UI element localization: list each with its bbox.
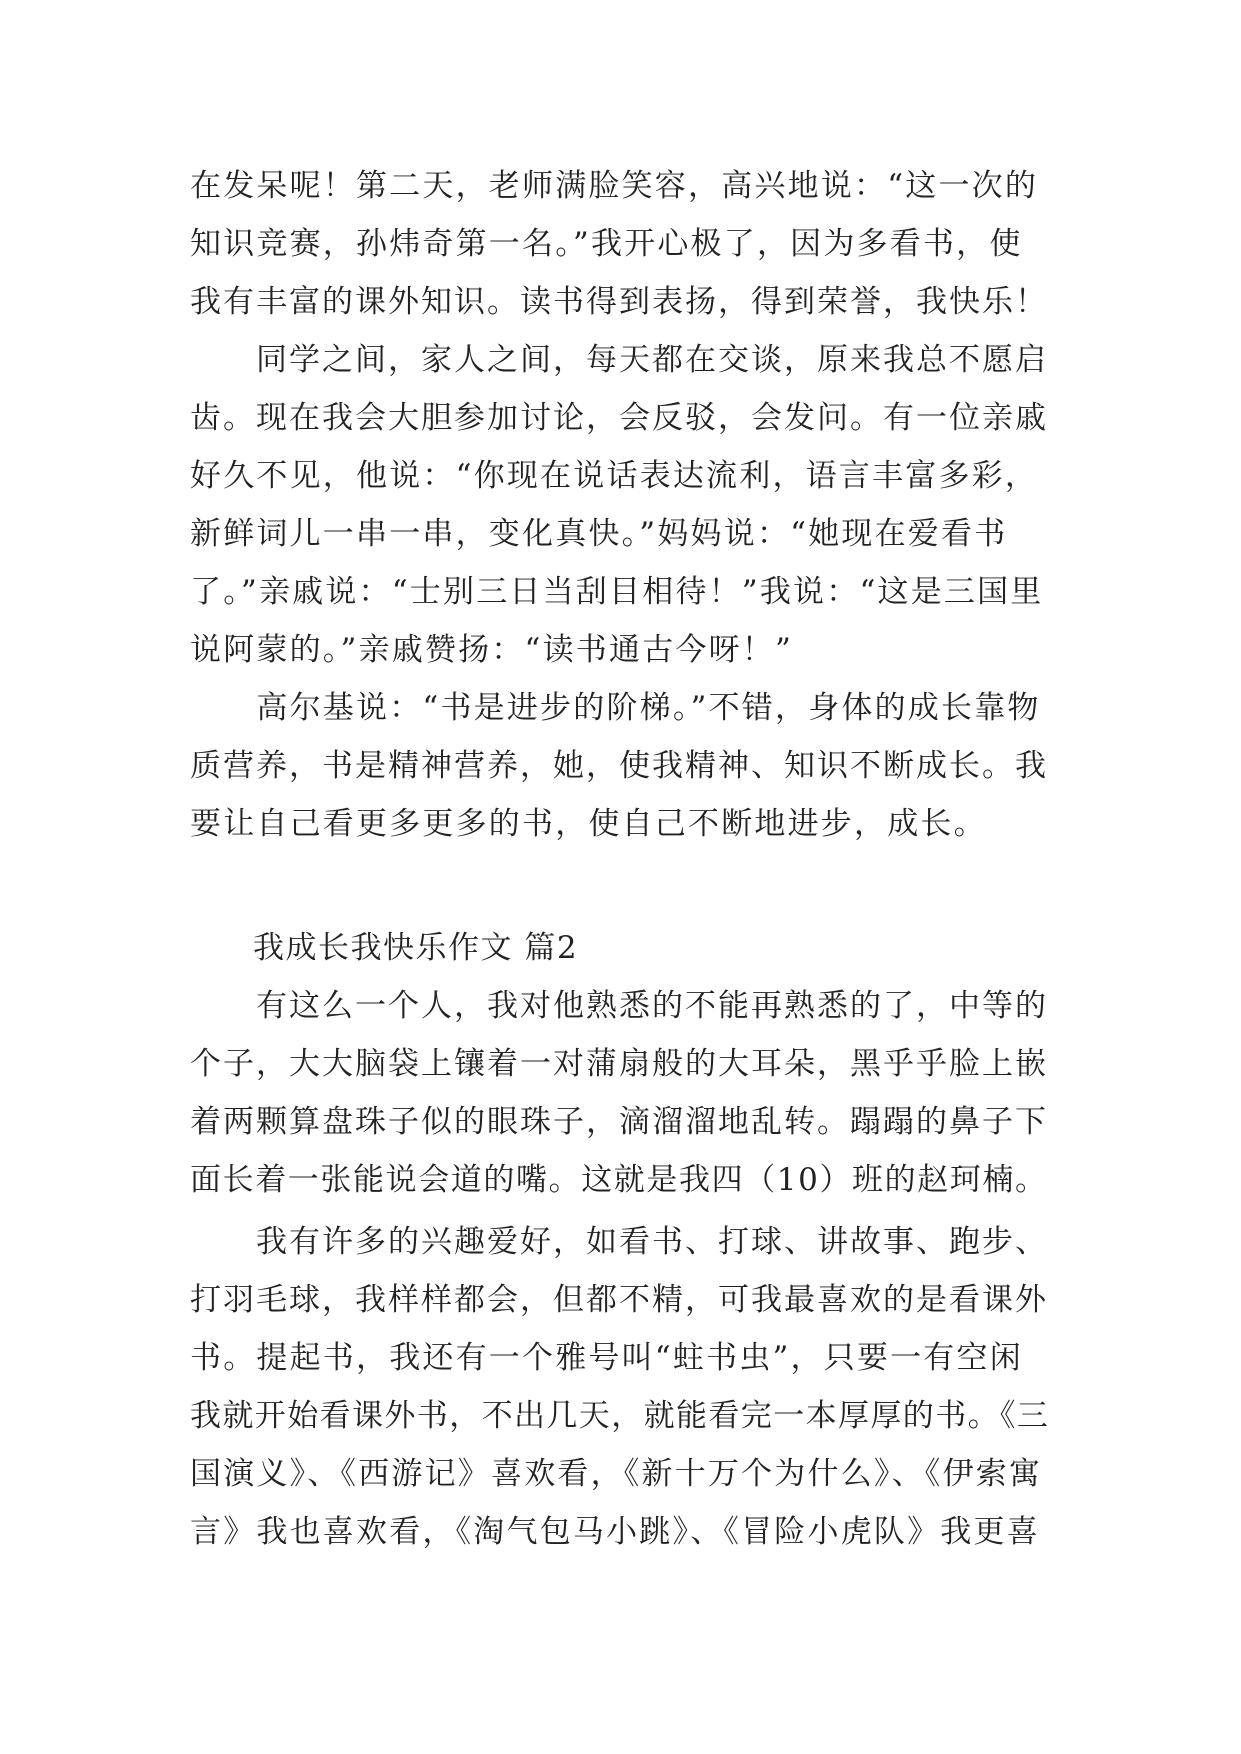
paragraph-line: 言》我也喜欢看，《淘气包马小跳》、《冒险小虎队》我更喜 [190, 1514, 1040, 1550]
paragraph-line: 有这么一个人，我对他熟悉的不能再熟悉的了，中等的 [190, 988, 1048, 1024]
paragraph-line: 知识竞赛，孙炜奇第一名。”我开心极了，因为多看书，使 [190, 226, 1023, 262]
paragraph-line: 个子，大大脑袋上镶着一对蒲扇般的大耳朵，黑乎乎脸上嵌 [190, 1046, 1048, 1082]
paragraph-line: 新鲜词儿一串一串，变化真快。”妈妈说：“她现在爱看书 [190, 516, 1008, 552]
paragraph-line: 打羽毛球，我样样都会，但都不精，可我最喜欢的是看课外 [190, 1282, 1048, 1318]
paragraph-line: 说阿蒙的。”亲戚赞扬：“读书通古今呀！” [190, 632, 794, 668]
paragraph-line: 质营养，书是精神营养，她，使我精神、知识不断成长。我 [190, 748, 1048, 784]
paragraph-line: 着两颗算盘珠子似的眼珠子，滴溜溜地乱转。蹋蹋的鼻子下 [190, 1104, 1048, 1140]
paragraph-line: 齿。现在我会大胆参加讨论，会反驳，会发问。有一位亲戚 [190, 400, 1048, 436]
paragraph-line: 书。提起书，我还有一个雅号叫“蛀书虫”，只要一有空闲 [190, 1340, 1023, 1376]
paragraph-line: 面长着一张能说会道的嘴。这就是我四（10）班的赵珂楠。 [190, 1162, 1048, 1198]
paragraph-line: 了。”亲戚说：“士别三日当刮目相待！”我说：“这是三国里 [190, 574, 1044, 610]
paragraph-line: 我有许多的兴趣爱好，如看书、打球、讲故事、跑步、 [190, 1224, 1048, 1260]
paragraph-line: 同学之间，家人之间，每天都在交谈，原来我总不愿启 [190, 342, 1048, 378]
paragraph-line: 要让自己看更多更多的书，使自己不断地进步，成长。 [190, 806, 987, 842]
paragraph-line: 高尔基说：“书是进步的阶梯。”不错，身体的成长靠物 [190, 690, 1041, 726]
paragraph-line: 我就开始看课外书，不出几天，就能看完一本厚厚的书。《三 [190, 1398, 1050, 1434]
paragraph-line: 国演义》、《西游记》喜欢看，《新十万个为什么》、《伊索寓 [190, 1456, 1043, 1492]
paragraph-line: 在发呆呢！第二天，老师满脸笑容，高兴地说：“这一次的 [190, 168, 1039, 204]
paragraph-line: 我有丰富的课外知识。读书得到表扬，得到荣誉，我快乐！ [190, 284, 1048, 320]
section-heading: 我成长我快乐作文 篇2 [253, 930, 579, 966]
paragraph-line: 好久不见，他说：“你现在说话表达流利，语言丰富多彩， [190, 458, 1039, 494]
